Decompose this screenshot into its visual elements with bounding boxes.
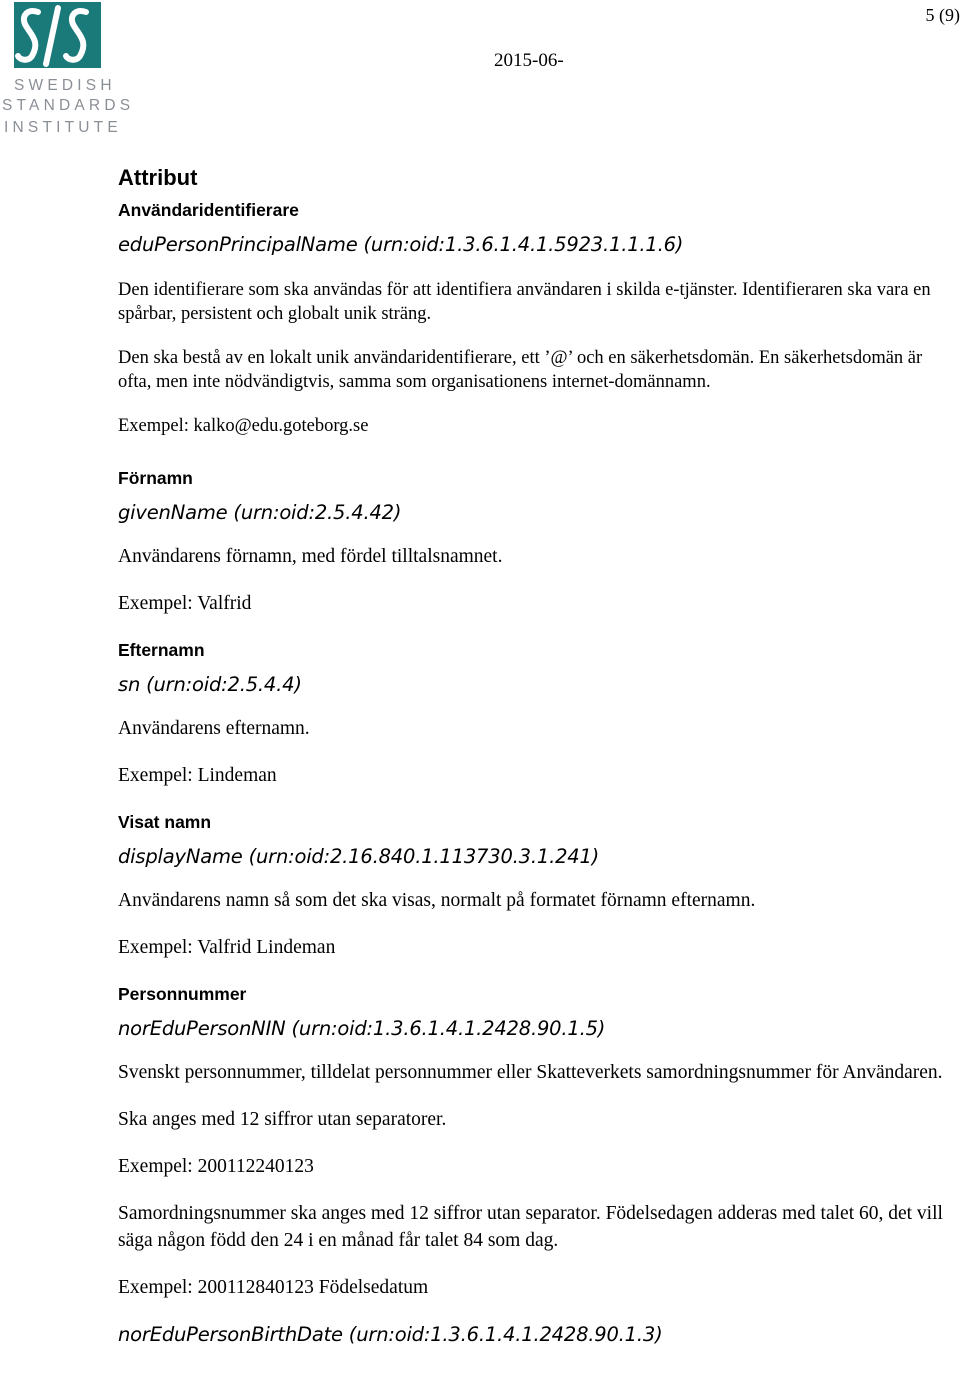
sis-logo-mark: [0, 0, 104, 70]
attribute-description: Samordningsnummer ska anges med 12 siffror utan separator. Födelsedagen adderas med talet 60, det vill säga någon född den 24 i en månad får talet 84 som dag.: [118, 1202, 943, 1251]
attribute-heading-user-id: Användaridentifierare: [118, 200, 299, 220]
attribute-example: Exempel: 200112240123: [118, 1155, 314, 1177]
page-number: 5 (9): [925, 5, 960, 25]
document-body: [118, 160, 948, 1349]
attribute-example: Exempel: 200112840123 Födelsedatum: [118, 1276, 429, 1298]
attribute-description: Den identifierare som ska användas för att identifiera användaren i skilda e-tjänster. Identifieraren ska vara en spårbar, persistent och globalt unik sträng.: [118, 280, 931, 324]
attribute-example: Exempel: Lindeman: [118, 764, 277, 786]
logo-text-line-1: SWEDISH: [14, 77, 116, 94]
section-title: Attribut: [118, 165, 198, 190]
attribute-description: Ska anges med 12 siffror utan separatorer.: [118, 1108, 447, 1130]
attribute-description: Användarens förnamn, med fördel tilltalsnamnet.: [118, 545, 503, 567]
attribute-oid-personal-number: norEduPersonNIN (urn:oid:1.3.6.1.4.1.2428.90.1.5): [118, 1016, 606, 1040]
attribute-description: Svenskt personnummer, tilldelat personnummer eller Skatteverkets samordningsnummer för Användaren.: [118, 1061, 943, 1083]
attribute-heading-personal-number: Personnummer: [118, 983, 247, 1004]
sis-logo: [0, 0, 135, 140]
attribute-heading-display-name: Visat namn: [118, 811, 212, 832]
attribute-heading-surname: Efternamn: [118, 639, 205, 660]
attribute-description: Användarens namn så som det ska visas, normalt på formatet förnamn efternamn.: [118, 889, 756, 911]
attribute-oid-surname: sn (urn:oid:2.5.4.4): [118, 672, 302, 696]
attribute-oid-display-name: displayName (urn:oid:2.16.840.1.113730.3.1.241): [118, 844, 600, 868]
logo-text-line-3: INSTITUTE: [4, 119, 122, 136]
header-date: 2015-06-: [494, 50, 564, 71]
attribute-example: Exempel: Valfrid Lindeman: [118, 936, 336, 958]
attribute-oid-birth-date: norEduPersonBirthDate (urn:oid:1.3.6.1.4.1.2428.90.1.3): [118, 1322, 663, 1346]
attribute-oid-given-name: givenName (urn:oid:2.5.4.42): [118, 500, 402, 524]
attribute-description: Användarens efternamn.: [118, 717, 310, 739]
attribute-description: Den ska bestå av en lokalt unik användaridentifierare, ett ’@’ och en säkerhetsdomän. En säkerhetsdomän är ofta, men inte nödvändigtvis, samma som organisationens internet-domännamn.: [118, 348, 923, 392]
logo-text-line-2: STANDARDS: [2, 97, 135, 114]
attribute-heading-given-name: Förnamn: [118, 467, 193, 488]
attribute-example: Exempel: kalko@edu.goteborg.se: [118, 416, 369, 436]
attribute-oid-user-id: eduPersonPrincipalName (urn:oid:1.3.6.1.4.1.5923.1.1.1.6): [118, 233, 684, 256]
attribute-example: Exempel: Valfrid: [118, 592, 252, 614]
